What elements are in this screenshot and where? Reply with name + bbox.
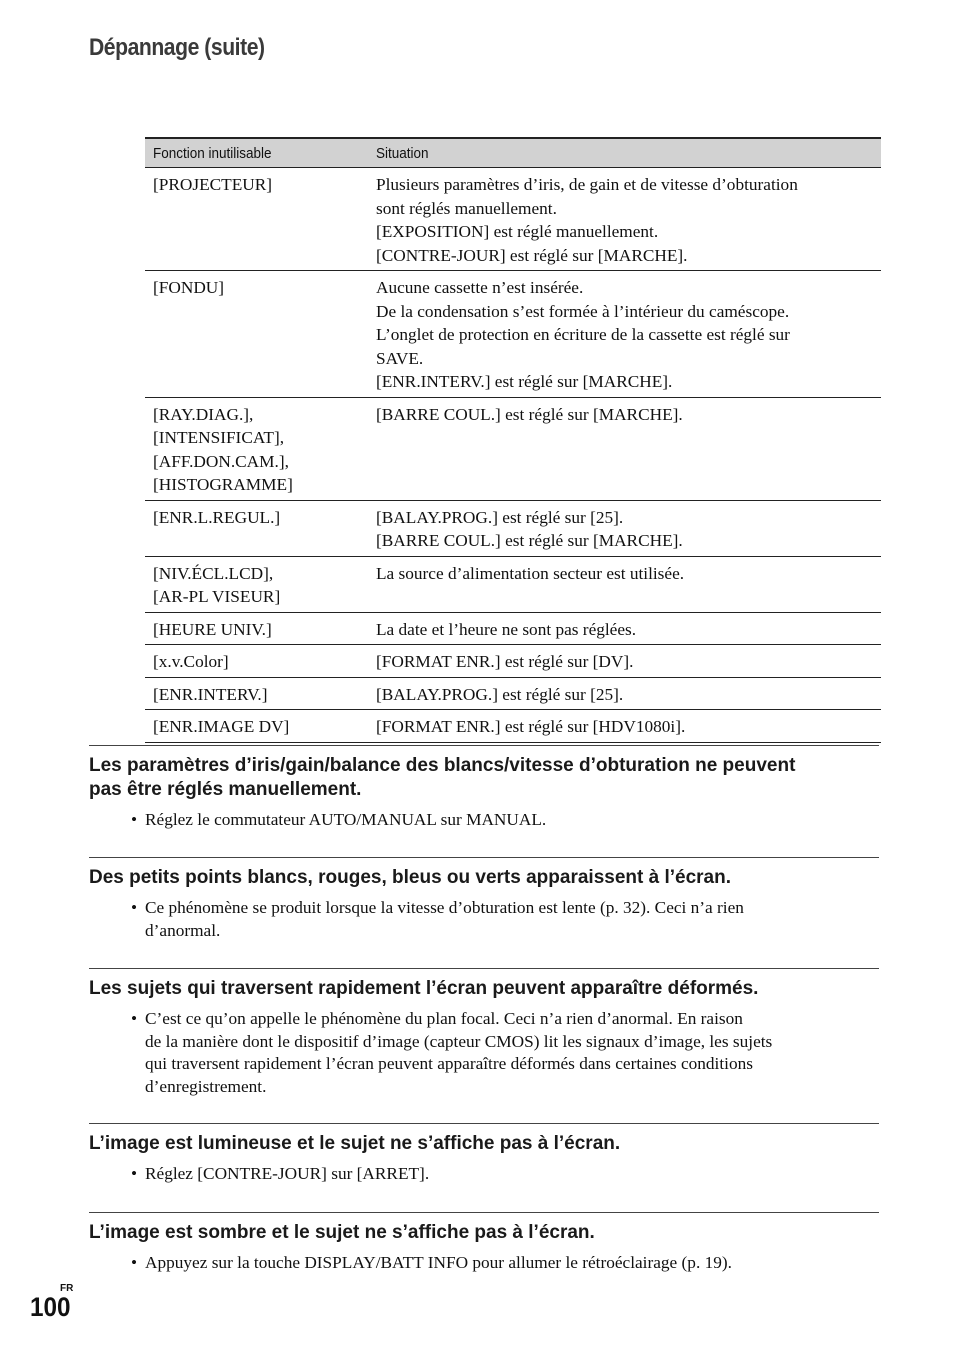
situation-cell (368, 500, 881, 556)
function-cell (145, 677, 368, 710)
page-number: 100 (30, 1292, 71, 1322)
table-row (145, 397, 881, 500)
list-item (131, 1008, 879, 1098)
troubleshooting-section (89, 1212, 879, 1275)
section-heading (89, 1213, 879, 1245)
situation-line: [FORMAT ENR.] est réglé sur [HDV1080i]. (376, 717, 686, 736)
bullet-icon: • (131, 898, 138, 917)
table-header-row (145, 138, 881, 168)
list-item-line: C’est ce qu’on appelle le phénomène du plan focal. Ceci n’a rien d’anormal. En raison (145, 1009, 743, 1028)
table-row (145, 612, 881, 645)
situation-line: [BARRE COUL.] est réglé sur [MARCHE]. (376, 404, 683, 424)
situation-line: La date et l’heure ne sont pas réglées. (376, 619, 637, 639)
section-heading (89, 1124, 879, 1156)
table-row (145, 271, 881, 398)
situation-cell (368, 168, 881, 271)
list-item-line: qui traversent rapidement l’écran peuvent apparaître déformés dans certaines conditions (145, 1054, 753, 1073)
function-cell (145, 168, 368, 271)
situation-cell (368, 271, 881, 398)
function-cell (145, 271, 368, 398)
situation-line: [EXPOSITION] est réglé manuellement. (376, 222, 659, 241)
situation-cell (368, 556, 881, 612)
function-line: [INTENSIFICAT], (153, 428, 285, 447)
situation-line: Aucune cassette n’est insérée. (376, 278, 584, 297)
section-bullet-list (89, 1008, 879, 1098)
function-line: [ENR.INTERV.] (153, 684, 268, 704)
bullet-icon: • (131, 1009, 138, 1028)
situation-line: sont réglés manuellement. (376, 198, 557, 218)
list-item (131, 1252, 879, 1275)
function-line: [AR-PL VISEUR] (153, 587, 281, 606)
bullet-icon: • (131, 1253, 138, 1272)
function-cell (145, 397, 368, 500)
troubleshooting-section (89, 1123, 879, 1186)
function-line: [HISTOGRAMME] (153, 475, 293, 494)
section-heading-line: pas être réglés manuellement. (89, 779, 362, 800)
column-header-situation (368, 138, 881, 168)
table-row (145, 168, 881, 271)
section-heading-line: Les sujets qui traversent rapidement l’écran peuvent apparaître déformés. (89, 978, 759, 999)
situation-line: Plusieurs paramètres d’iris, de gain et de vitesse d’obturation (376, 175, 798, 194)
table-row (145, 710, 881, 743)
list-item (131, 1163, 879, 1186)
list-item-line: d’anormal. (145, 920, 221, 940)
function-line: [PROJECTEUR] (153, 175, 273, 194)
situation-line: [FORMAT ENR.] est réglé sur [DV]. (376, 652, 634, 671)
situation-line: [ENR.INTERV.] est réglé sur [MARCHE]. (376, 372, 673, 391)
situation-line: [BARRE COUL.] est réglé sur [MARCHE]. (376, 531, 683, 550)
troubleshooting-section (89, 857, 879, 942)
troubleshooting-section (89, 745, 879, 832)
function-cell (145, 710, 368, 743)
situation-line: [BALAY.PROG.] est réglé sur [25]. (376, 507, 624, 527)
situation-cell (368, 612, 881, 645)
function-table (145, 137, 881, 743)
function-cell (145, 645, 368, 678)
section-bullet-list (89, 1163, 879, 1186)
list-item (131, 809, 879, 832)
column-header-function-label: Fonction inutilisable (153, 145, 272, 163)
function-cell (145, 612, 368, 645)
situation-line: De la condensation s’est formée à l’intérieur du caméscope. (376, 301, 790, 321)
situation-line: [BALAY.PROG.] est réglé sur [25]. (376, 684, 624, 704)
section-heading-line: L’image est sombre et le sujet ne s’affiche pas à l’écran. (89, 1222, 595, 1243)
page-language-code: FR (60, 1283, 74, 1294)
section-bullet-list (89, 897, 879, 942)
troubleshooting-section (89, 968, 879, 1098)
bullet-icon: • (131, 1164, 138, 1183)
section-heading (89, 858, 879, 890)
situation-line: SAVE. (376, 348, 424, 368)
table-row (145, 677, 881, 710)
bullet-icon: • (131, 810, 138, 829)
list-item-line: Réglez [CONTRE-JOUR] sur [ARRET]. (145, 1164, 430, 1183)
function-line: [NIV.ÉCL.LCD], (153, 563, 274, 583)
section-heading (89, 969, 879, 1001)
function-cell (145, 556, 368, 612)
function-line: [AFF.DON.CAM.], (153, 451, 289, 471)
function-line: [ENR.L.REGUL.] (153, 507, 281, 527)
list-item-line: Réglez le commutateur AUTO/MANUAL sur MANUAL. (145, 810, 547, 829)
function-line: [HEURE UNIV.] (153, 619, 272, 639)
function-line: [FONDU] (153, 278, 225, 297)
page-title: Dépannage (suite) (89, 34, 265, 61)
situation-cell (368, 397, 881, 500)
list-item (131, 897, 879, 942)
situation-line: [CONTRE-JOUR] est réglé sur [MARCHE]. (376, 245, 688, 265)
section-heading-line: Des petits points blancs, rouges, bleus ou verts apparaissent à l’écran. (89, 867, 731, 888)
section-heading-line: L’image est lumineuse et le sujet ne s’affiche pas à l’écran. (89, 1133, 621, 1154)
situation-line: La source d’alimentation secteur est utilisée. (376, 563, 685, 583)
section-heading-line: Les paramètres d’iris/gain/balance des blancs/vitesse d’obturation ne peuvent (89, 755, 796, 776)
section-heading (89, 746, 879, 802)
function-line: [x.v.Color] (153, 652, 229, 671)
list-item-line: Appuyez sur la touche DISPLAY/BATT INFO pour allumer le rétroéclairage (p. 19). (145, 1253, 732, 1272)
section-bullet-list (89, 809, 879, 832)
column-header-function (145, 138, 368, 168)
table-row (145, 500, 881, 556)
table-row (145, 645, 881, 678)
function-line: [ENR.IMAGE DV] (153, 717, 290, 736)
situation-line: L’onglet de protection en écriture de la cassette est réglé sur (376, 325, 790, 344)
table-row (145, 556, 881, 612)
situation-cell (368, 677, 881, 710)
function-line: [RAY.DIAG.], (153, 404, 254, 424)
situation-cell (368, 645, 881, 678)
list-item-line: Ce phénomène se produit lorsque la vitesse d’obturation est lente (p. 32). Ceci n’a rien (145, 898, 744, 917)
section-bullet-list (89, 1252, 879, 1275)
column-header-situation-label: Situation (376, 145, 429, 163)
list-item-line: d’enregistrement. (145, 1076, 267, 1096)
situation-cell (368, 710, 881, 743)
list-item-line: de la manière dont le dispositif d’image (capteur CMOS) lit les signaux d’image, les sujets (145, 1031, 773, 1051)
function-cell (145, 500, 368, 556)
